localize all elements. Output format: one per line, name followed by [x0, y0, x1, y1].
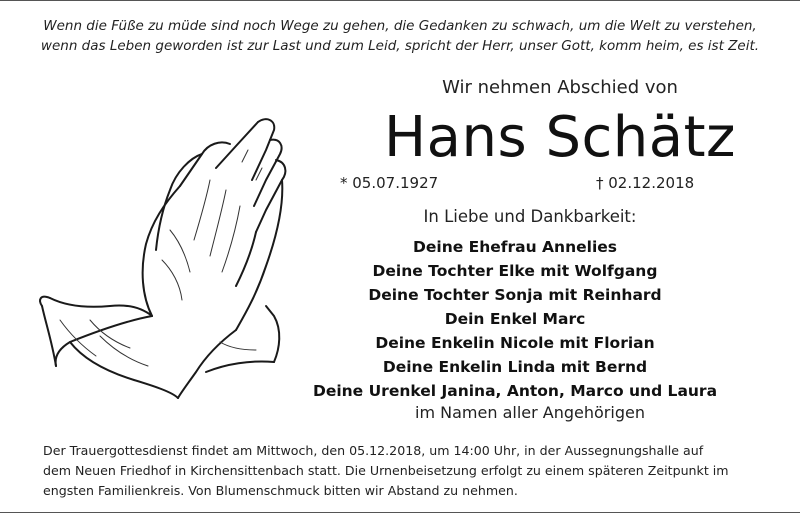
verse: [10, 16, 790, 56]
death-date: † 02.12.2018: [596, 174, 695, 192]
farewell-intro: Wir nehmen Abschied von: [442, 77, 678, 98]
bottom-rule: [0, 512, 800, 513]
closing-line: im Namen aller Angehörigen: [415, 403, 645, 422]
deceased-name: Hans Schätz: [384, 105, 736, 170]
praying-hands-icon: [30, 110, 300, 400]
mourner-entry: Deine Ehefrau Annelies: [413, 238, 617, 256]
verse-line-1: Wenn die Füße zu müde sind noch Wege zu gehen, die Gedanken zu schwach, um die Welt zu verstehen,: [43, 18, 757, 34]
mourner-entry: Deine Tochter Elke mit Wolfgang: [372, 262, 658, 280]
top-rule: [0, 0, 800, 1]
notice-line-3: engsten Familienkreis. Von Blumenschmuck bitten wir Abstand zu nehmen.: [43, 483, 518, 498]
notice-line-2: dem Neuen Friedhof in Kirchensittenbach statt. Die Urnenbeisetzung erfolgt zu einem späteren Zeitpunkt im: [43, 463, 729, 478]
verse-line-2: wenn das Leben geworden ist zur Last und zum Leid, spricht der Herr, unser Gott, komm heim, es ist Zeit.: [40, 38, 760, 54]
mourner-entry: Dein Enkel Marc: [444, 310, 586, 328]
mourner-entry: Deine Enkelin Nicole mit Florian: [375, 334, 655, 352]
service-notice: [43, 441, 783, 501]
birth-date: * 05.07.1927: [340, 174, 439, 192]
mourner-entry: Deine Urenkel Janina, Anton, Marco und Laura: [312, 382, 718, 400]
notice-line-1: Der Trauergottesdienst findet am Mittwoch, den 05.12.2018, um 14:00 Uhr, in der Aussegnungshalle auf: [43, 443, 704, 458]
mourner-entry: Deine Enkelin Linda mit Bernd: [382, 358, 648, 376]
mourner-entry: Deine Tochter Sonja mit Reinhard: [368, 286, 662, 304]
mourners-list: [300, 235, 730, 403]
dedication-line: In Liebe und Dankbarkeit:: [423, 207, 637, 226]
